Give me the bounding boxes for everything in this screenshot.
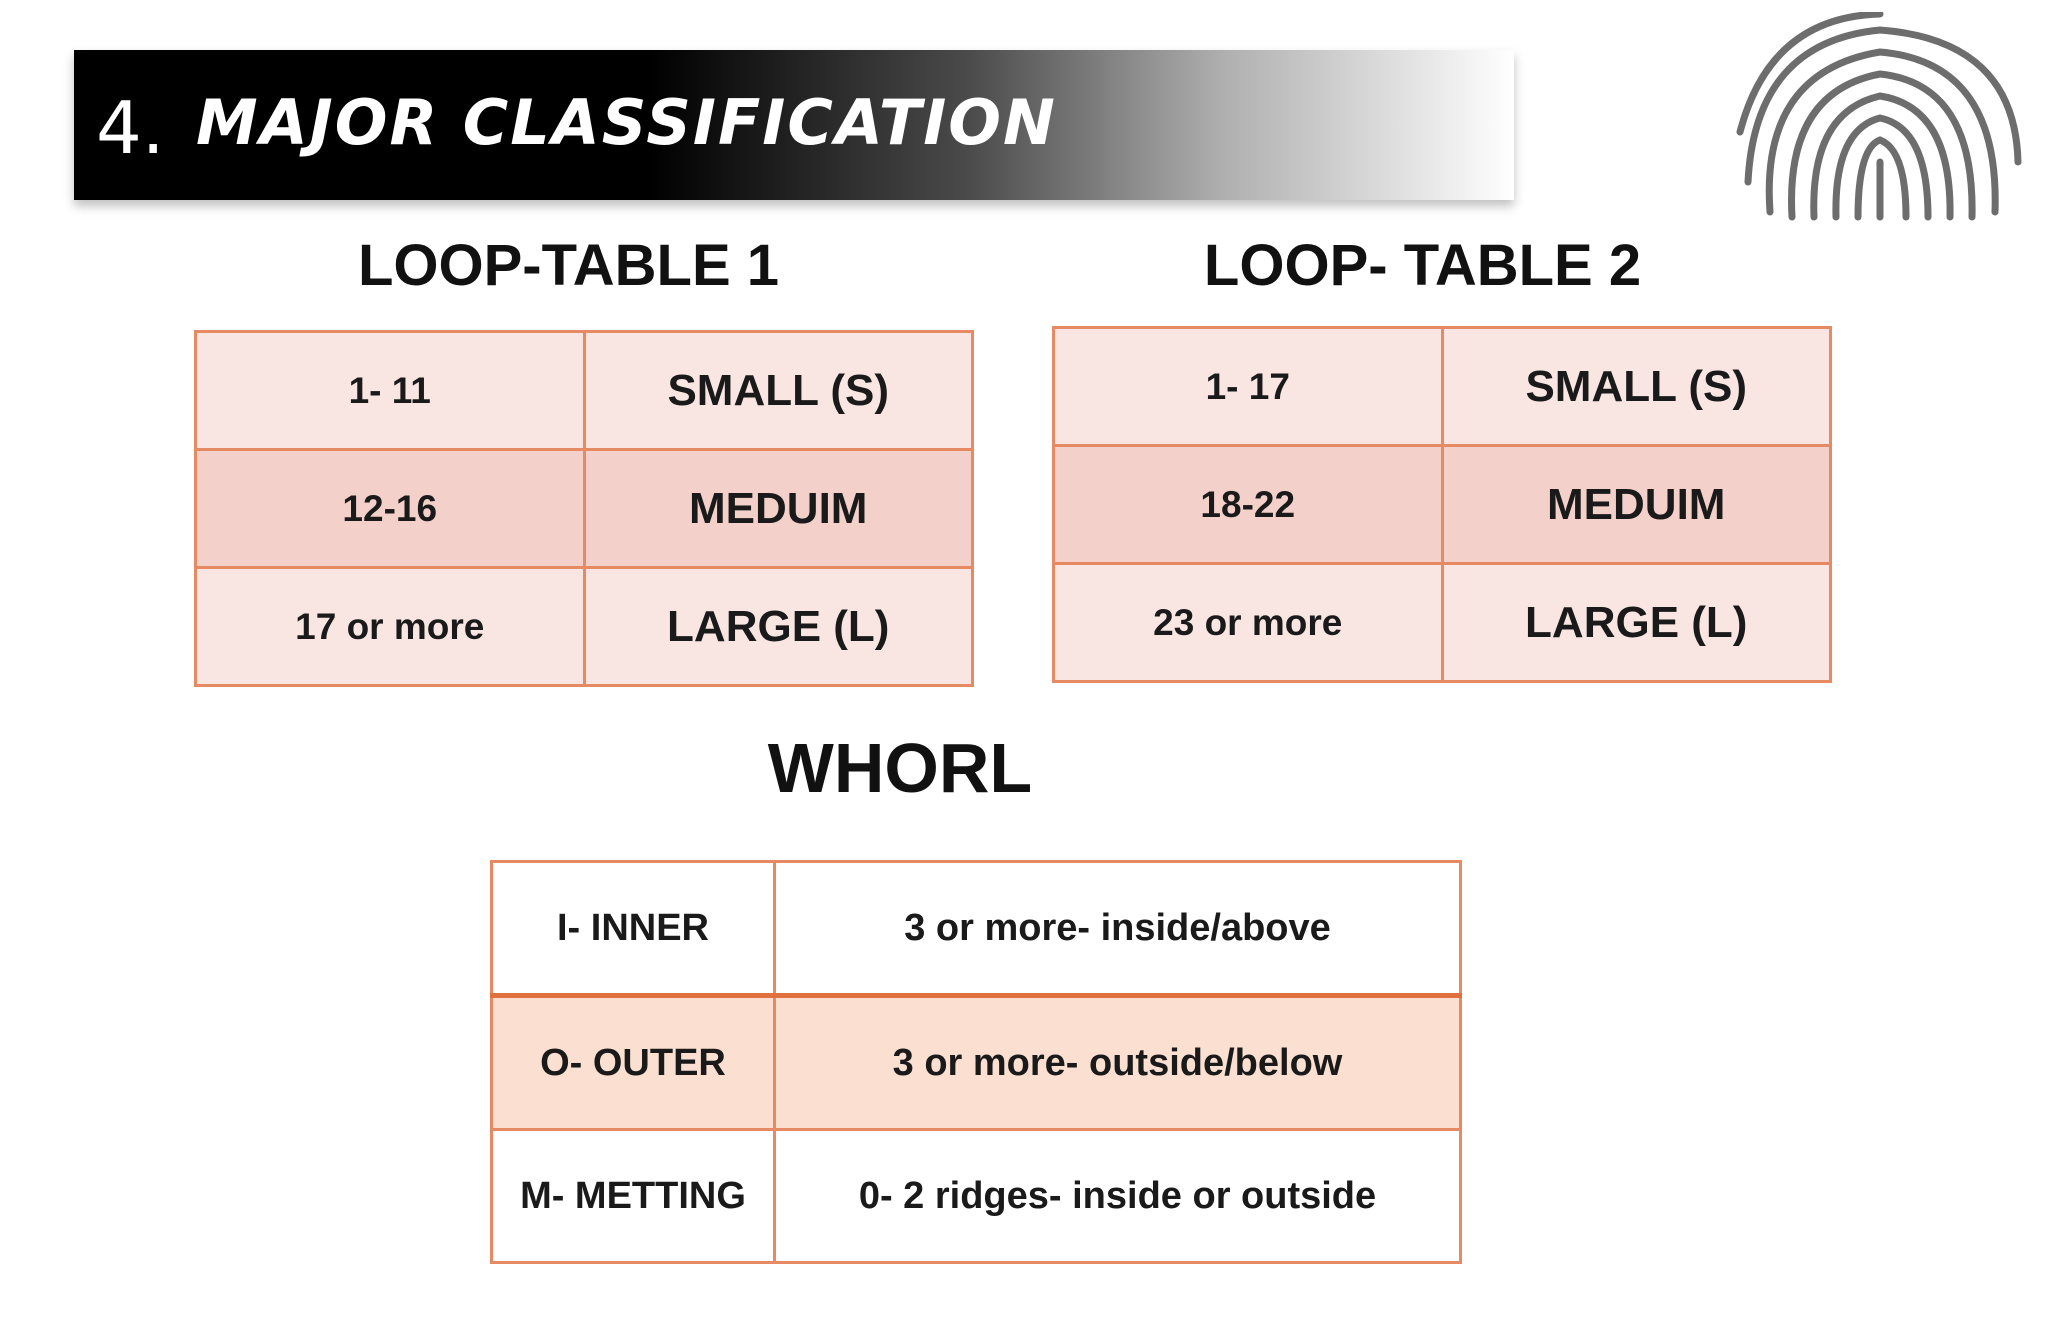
range-cell: 23 or more — [1054, 564, 1443, 682]
table-row — [1054, 446, 1831, 564]
whorl-desc-cell: 0- 2 ridges- inside or outside — [775, 1130, 1461, 1263]
loop-table-1 — [194, 330, 974, 687]
table-row — [492, 996, 1461, 1130]
table-row — [1054, 328, 1831, 446]
range-cell: 12-16 — [196, 450, 585, 568]
size-cell: MEDUIM — [1442, 446, 1831, 564]
range-cell: 1- 17 — [1054, 328, 1443, 446]
whorl-key-cell: I- INNER — [492, 862, 775, 996]
loop-table-1-title: LOOP-TABLE 1 — [357, 233, 780, 298]
size-cell: LARGE (L) — [584, 568, 973, 686]
loop-table-2-title: LOOP- TABLE 2 — [1203, 233, 1642, 298]
size-cell: SMALL (S) — [1442, 328, 1831, 446]
size-cell: LARGE (L) — [1442, 564, 1831, 682]
table-row — [492, 1130, 1461, 1263]
loop-table-2 — [1052, 326, 1832, 683]
table-row — [196, 450, 973, 568]
whorl-title: WHORL — [767, 729, 1033, 807]
whorl-desc-cell: 3 or more- inside/above — [775, 862, 1461, 996]
table-row — [1054, 564, 1831, 682]
range-cell: 1- 11 — [196, 332, 585, 450]
whorl-key-cell: O- OUTER — [492, 996, 775, 1130]
section-number: 4. — [96, 86, 165, 170]
page-title: MAJOR CLASSIFICATION — [196, 86, 1057, 159]
whorl-desc-cell: 3 or more- outside/below — [775, 996, 1461, 1130]
whorl-key-cell: M- METTING — [492, 1130, 775, 1263]
table-row — [196, 568, 973, 686]
table-row — [492, 862, 1461, 996]
size-cell: SMALL (S) — [584, 332, 973, 450]
table-row — [196, 332, 973, 450]
fingerprint-icon — [1730, 12, 2030, 222]
range-cell: 17 or more — [196, 568, 585, 686]
whorl-table — [490, 860, 1462, 1264]
size-cell: MEDUIM — [584, 450, 973, 568]
range-cell: 18-22 — [1054, 446, 1443, 564]
